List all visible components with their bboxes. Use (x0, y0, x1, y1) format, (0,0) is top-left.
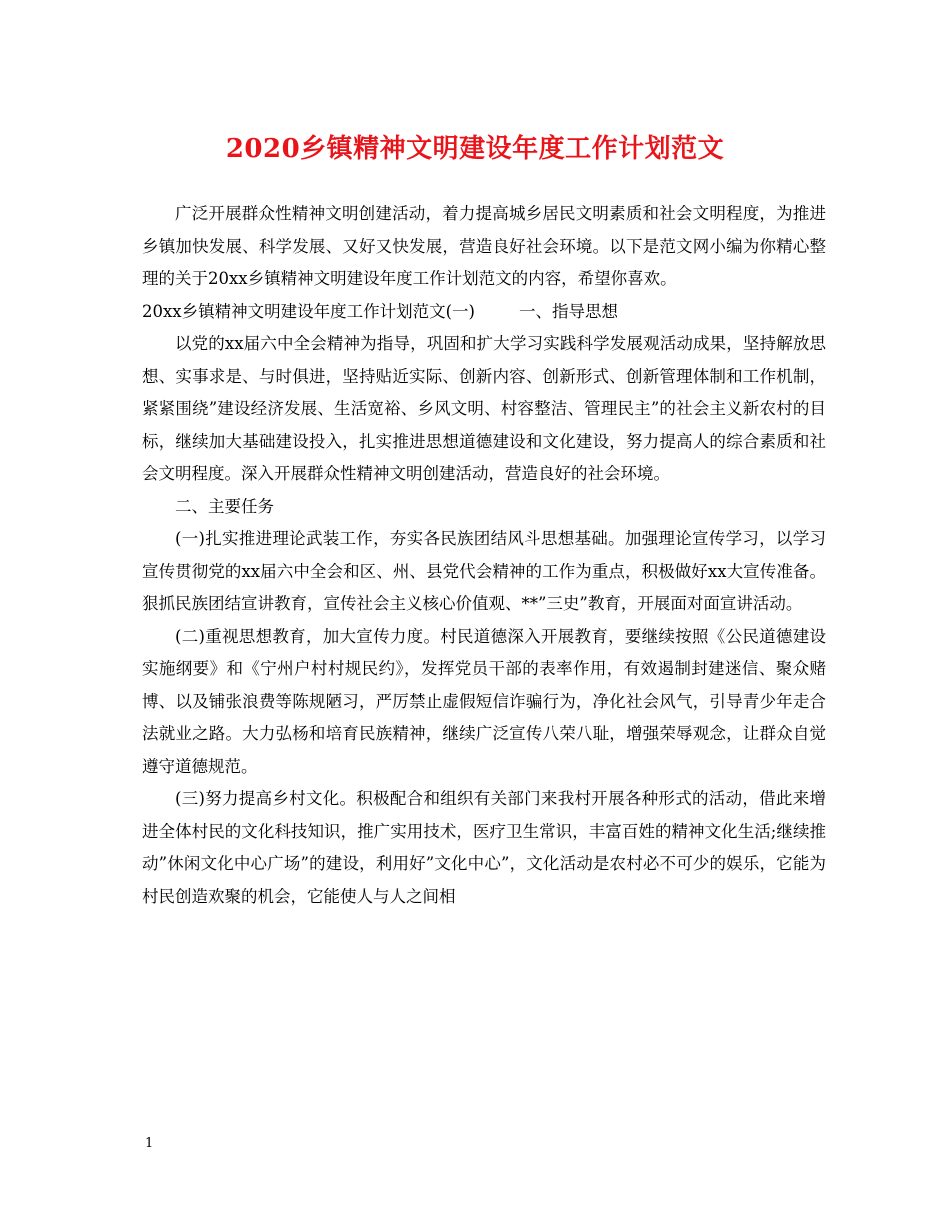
document-title: 2020乡镇精神文明建设年度工作计划范文 (225, 134, 725, 164)
sub-heading-guiding-ideology: 一、指导思想 (518, 301, 618, 321)
section-heading: 20xx乡镇精神文明建设年度工作计划范文(一) (142, 301, 475, 321)
section-heading-line (142, 296, 826, 329)
page-number: 1 (145, 1136, 154, 1151)
document-body (142, 198, 826, 913)
task-two-paragraph: (二)重视思想教育，加大宣传力度。村民道德深入开展教育，要继续按照《公民道德建设实施纲要》和《宁州户村村规民约》，发挥党员干部的表率作用，有效遏制封建迷信、聚众赌博、以及铺张浪费等陈规陋习，严厉禁止虚假短信诈骗行为，净化社会风气，引导青少年走合法就业之路。大力弘杨和培育民族精神，继续广泛宣传八荣八耻，增强荣辱观念，让群众自觉遵守道德规范。 (142, 626, 826, 776)
guiding-ideology-paragraph: 以党的xx届六中全会精神为指导，巩固和扩大学习实践科学发展观活动成果，坚持解放思想、实事求是、与时俱进，坚持贴近实际、创新内容、创新形式、创新管理体制和工作机制，紧紧围绕”建设经济发展、生活宽裕、乡风文明、村容整洁、管理民主”的社会主义新农村的目标，继续加大基础建设投入，扎实推进思想道德建设和文化建设，努力提高人的综合素质和社会文明程度。深入开展群众性精神文明创建活动，营造良好的社会环境。 (142, 334, 826, 483)
intro-paragraph: 广泛开展群众性精神文明创建活动，着力提高城乡居民文明素质和社会文明程度，为推进乡镇加快发展、科学发展、又好又快发展，营造良好社会环境。以下是范文网小编为你精心整理的关于20xx乡镇精神文明建设年度工作计划范文的内容，希望你喜欢。 (142, 204, 826, 288)
task-one-paragraph: (一)扎实推进理论武装工作，夯实各民族团结风斗思想基础。加强理论宣传学习，以学习宣传贯彻党的xx届六中全会和区、州、县党代会精神的工作为重点，积极做好xx大宣传准备。狠抓民族团结宣讲教育，宣传社会主义核心价值观、**”三史”教育，开展面对面宣讲活动。 (142, 529, 826, 613)
sub-heading-main-tasks: 二、主要任务 (175, 496, 274, 516)
task-three-paragraph: (三)努力提高乡村文化。积极配合和组织有关部门来我村开展各种形式的活动，借此来增进全体村民的文化科技知识，推广实用技术，医疗卫生常识，丰富百姓的精神文化生活;继续推动”休闲文化中心广场”的建设，利用好”文化中心”，文化活动是农村必不可少的娱乐，它能为村民创造欢聚的机会，它能使人与人之间相 (142, 789, 826, 906)
